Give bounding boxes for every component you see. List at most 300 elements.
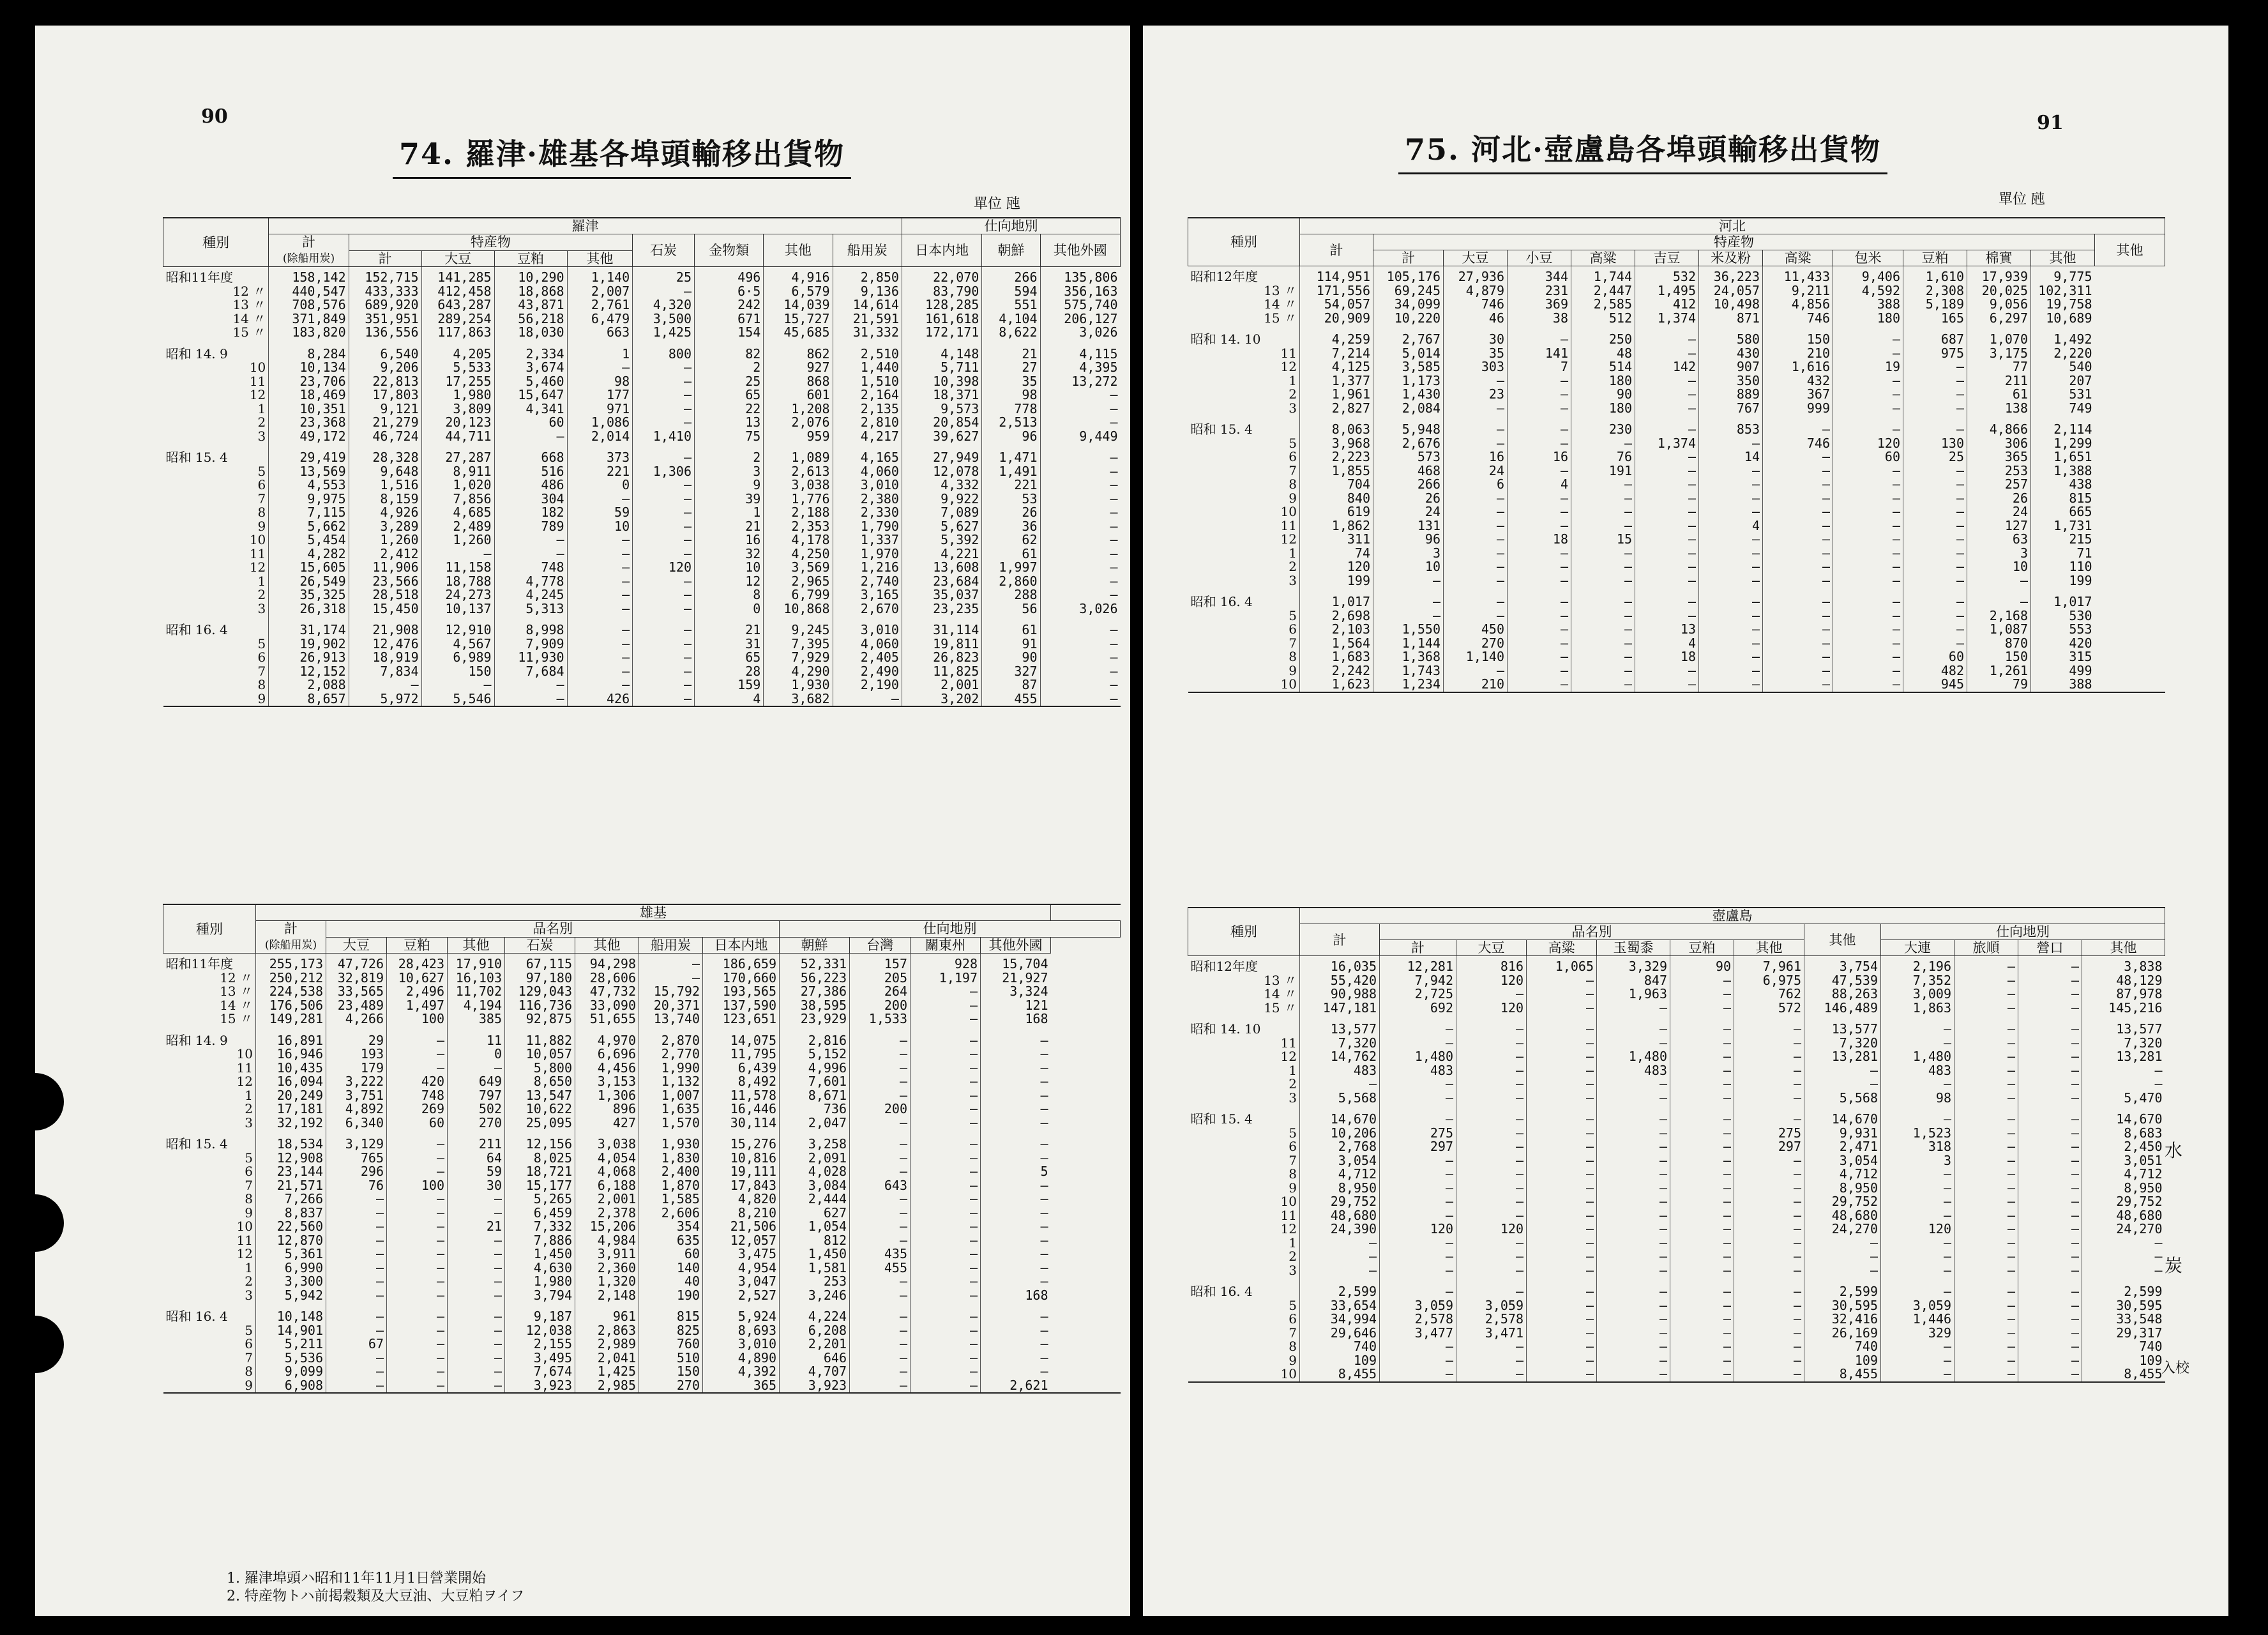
- table-cell: —: [1804, 1264, 1881, 1278]
- table-cell: 2,334: [494, 340, 567, 361]
- table-cell: 18,534: [256, 1130, 326, 1152]
- table-cell: —: [1699, 678, 1763, 692]
- header-toku-sonota-4: 其他: [1734, 940, 1804, 956]
- table-cell: 3,289: [349, 520, 421, 534]
- row-label: 8: [1289, 650, 1297, 664]
- table-cell: 356,163: [1040, 285, 1121, 299]
- table-cell: —: [1734, 1236, 1804, 1251]
- table-cell: —: [448, 1261, 505, 1275]
- table-cell: 8,837: [256, 1206, 326, 1221]
- table-cell: 158,142: [269, 267, 349, 285]
- table-cell: 17,843: [703, 1179, 780, 1193]
- table-cell: —: [1734, 1167, 1804, 1182]
- table-cell: 7,834: [349, 665, 421, 679]
- table-cell: 4,320: [633, 298, 695, 312]
- table-cell: 907: [1699, 360, 1763, 374]
- table-row: [1188, 284, 2165, 298]
- table-cell: 91: [982, 637, 1040, 651]
- table-row: [1188, 347, 2165, 361]
- table-cell: 5,460: [494, 375, 567, 389]
- row-label: 8: [1289, 1340, 1297, 1354]
- table-cell: 8,911: [421, 465, 494, 479]
- table-title-75: 75. 河北·壺盧島各埠頭輸移出貨物: [1398, 126, 1887, 174]
- table-row: [163, 465, 1121, 479]
- table-row: [1188, 650, 2165, 664]
- table-cell: —: [1635, 402, 1699, 416]
- table-cell: 10,057: [505, 1047, 575, 1061]
- table-cell: —: [494, 533, 567, 547]
- table-cell: —: [1699, 637, 1763, 651]
- table-cell: 14,670: [2082, 1105, 2165, 1127]
- table-cell: 32,416: [1804, 1312, 1881, 1327]
- table-cell: 2,599: [2082, 1277, 2165, 1299]
- table-cell: —: [1373, 574, 1444, 588]
- table-cell: 150: [1763, 325, 1833, 347]
- table-cell: 1,197: [911, 971, 981, 985]
- table-cell: —: [1597, 1340, 1670, 1354]
- table-cell: 31: [695, 637, 764, 651]
- table-cell: 109: [1804, 1354, 1881, 1368]
- table-cell: 580: [1699, 325, 1763, 347]
- table-row: [1188, 519, 2165, 533]
- table-cell: 2,201: [780, 1337, 850, 1351]
- table-cell: 21: [448, 1220, 505, 1234]
- table-cell: 120: [1456, 1001, 1527, 1015]
- table-cell: 3,911: [575, 1247, 639, 1261]
- table-cell: 3,754: [1804, 956, 1881, 974]
- table-cell: —: [1734, 1277, 1804, 1299]
- table-cell: 61: [982, 547, 1040, 561]
- table-cell: 8,693: [703, 1324, 780, 1338]
- table-cell: 532: [1635, 266, 1699, 284]
- table-cell: —: [1456, 1105, 1527, 1127]
- table-cell: —: [1954, 1299, 2018, 1313]
- table-cell: —: [1670, 1250, 1734, 1264]
- table-cell: —: [1903, 588, 1967, 609]
- table-cell: 11,158: [421, 561, 494, 575]
- header-kei-2: [256, 921, 326, 954]
- table-cell: —: [1670, 1140, 1734, 1154]
- table-cell: 6,989: [421, 651, 494, 665]
- table-cell: 26,913: [269, 651, 349, 665]
- right-page: [1143, 26, 2228, 1616]
- table-cell: 14,075: [703, 1026, 780, 1048]
- table-cell: —: [1456, 1277, 1527, 1299]
- row-label: 12: [1280, 1222, 1297, 1236]
- table-cell: —: [1597, 1367, 1670, 1382]
- table-cell: —: [1734, 1327, 1804, 1341]
- table-cell: —: [1734, 1354, 1804, 1368]
- header-sekitan-2: 石炭: [505, 937, 575, 954]
- row-label: 7: [1289, 636, 1297, 650]
- header-shimuke-2: 仕向地別: [780, 921, 1121, 938]
- table-row: [1188, 533, 2165, 547]
- table-cell: —: [448, 1351, 505, 1365]
- row-label: 8: [257, 678, 266, 692]
- table-cell: —: [1508, 325, 1571, 347]
- table-cell: —: [1456, 1264, 1527, 1278]
- table-cell: —: [1571, 478, 1635, 492]
- table-cell: —: [1456, 1236, 1527, 1251]
- table-cell: —: [850, 1302, 911, 1324]
- table-cell: —: [1903, 637, 1967, 651]
- table-cell: —: [2082, 1064, 2165, 1078]
- table-cell: 8,063: [1300, 415, 1373, 437]
- table-cell: —: [326, 1261, 387, 1275]
- table-cell: 5,568: [1804, 1091, 1881, 1106]
- table-cell: 871: [1699, 312, 1763, 326]
- table-cell: 1,990: [639, 1061, 703, 1076]
- table-cell: 2,527: [703, 1289, 780, 1303]
- table-cell: 9,121: [349, 402, 421, 416]
- table-cell: 28,328: [349, 443, 421, 465]
- unit-label-left: 單位 瓲: [974, 196, 1020, 212]
- table-cell: 200: [850, 1102, 911, 1116]
- table-cell: 270: [448, 1116, 505, 1130]
- table-cell: —: [1300, 1236, 1380, 1251]
- table-row: [1188, 1340, 2165, 1354]
- table-cell: —: [981, 1220, 1051, 1234]
- table-cell: —: [981, 1206, 1051, 1221]
- table-cell: 4,259: [1300, 325, 1373, 347]
- table-cell: 327: [982, 665, 1040, 679]
- table-cell: 2,360: [575, 1261, 639, 1275]
- table-cell: —: [1903, 402, 1967, 416]
- table-cell: 1,963: [1597, 987, 1670, 1001]
- table-cell: —: [1670, 1299, 1734, 1313]
- table-cell: 7,266: [256, 1192, 326, 1206]
- table-cell: 4,060: [833, 637, 902, 651]
- header-senyotan-2: 船用炭: [639, 937, 703, 954]
- table-cell: 7,214: [1300, 347, 1373, 361]
- table-cell: —: [981, 1089, 1051, 1103]
- table-cell: —: [1527, 1250, 1597, 1264]
- table-cell: 7,352: [1881, 974, 1954, 988]
- table-row: [163, 1026, 1121, 1048]
- table-cell: —: [1833, 664, 1903, 678]
- table-cell: 105,176: [1373, 266, 1444, 284]
- table-cell: 33,090: [575, 999, 639, 1013]
- table-cell: 168: [981, 1012, 1051, 1026]
- table-cell: 152,715: [349, 267, 421, 285]
- table-cell: 3,010: [703, 1337, 780, 1351]
- table-cell: 1: [567, 340, 633, 361]
- table-cell: —: [639, 954, 703, 971]
- table-cell: 2,007: [567, 285, 633, 299]
- table-cell: 3,838: [2082, 956, 2165, 974]
- table-cell: 2,444: [780, 1192, 850, 1206]
- table-cell: 13,577: [2082, 1015, 2165, 1037]
- table-cell: —: [1833, 347, 1903, 361]
- table-cell: 31,332: [833, 326, 902, 340]
- table-cell: 643: [850, 1179, 911, 1193]
- table-cell: 1,744: [1571, 266, 1635, 284]
- table-cell: 1,140: [1444, 650, 1508, 664]
- table-cell: 663: [567, 326, 633, 340]
- table-cell: 671: [695, 312, 764, 326]
- table-cell: —: [981, 1192, 1051, 1206]
- table-cell: —: [2018, 1015, 2082, 1037]
- table-cell: 432: [1763, 374, 1833, 388]
- table-row: [163, 1302, 1121, 1324]
- table-cell: 3,329: [1597, 956, 1670, 974]
- table-cell: —: [448, 1289, 505, 1303]
- table-cell: 778: [982, 402, 1040, 416]
- table-cell: 6,799: [764, 588, 833, 602]
- table-row: [163, 651, 1121, 665]
- table-cell: 2,965: [764, 575, 833, 589]
- table-cell: —: [1040, 478, 1121, 492]
- table-cell: —: [633, 361, 695, 375]
- table-cell: —: [1508, 547, 1571, 561]
- table-cell: —: [1670, 1050, 1734, 1064]
- table-cell: 2,578: [1456, 1312, 1527, 1327]
- table-cell: 135,806: [1040, 267, 1121, 285]
- table-cell: —: [448, 1234, 505, 1248]
- row-label: 9: [257, 692, 266, 706]
- table-cell: —: [387, 1351, 448, 1365]
- table-cell: 740: [2082, 1340, 2165, 1354]
- table-cell: 2,606: [639, 1206, 703, 1221]
- table-cell: —: [1804, 1236, 1881, 1251]
- table-cell: —: [387, 1261, 448, 1275]
- table-cell: 28,423: [387, 954, 448, 971]
- table-cell: —: [1444, 519, 1508, 533]
- table-cell: 5,546: [421, 692, 494, 707]
- table-cell: 21,591: [833, 312, 902, 326]
- table-cell: 1,683: [1300, 650, 1373, 664]
- table-cell: —: [494, 678, 567, 692]
- table-cell: 165: [1903, 312, 1967, 326]
- row-label: 11: [1280, 346, 1297, 360]
- table-cell: 8,657: [269, 692, 349, 707]
- table-cell: 945: [1903, 678, 1967, 692]
- table-cell: 1,471: [982, 443, 1040, 465]
- table-cell: —: [1456, 1167, 1527, 1182]
- table-cell: 1,930: [764, 678, 833, 692]
- table-cell: —: [911, 1075, 981, 1089]
- row-label: 1: [245, 1088, 253, 1102]
- table-cell: 540: [2031, 360, 2095, 374]
- table-cell: —: [1508, 588, 1571, 609]
- table-cell: —: [1508, 492, 1571, 506]
- table-cell: 250: [1571, 325, 1635, 347]
- table-row: [163, 1351, 1121, 1365]
- table-cell: —: [1833, 678, 1903, 692]
- table-cell: 385: [448, 1012, 505, 1026]
- table-cell: 870: [1967, 637, 2031, 651]
- table-cell: —: [1670, 1354, 1734, 1368]
- header-sekitan: 石炭: [633, 234, 695, 267]
- table-cell: 32: [695, 547, 764, 561]
- table-row: [1188, 312, 2165, 326]
- table-cell: 7,684: [494, 665, 567, 679]
- table-cell: —: [1734, 1250, 1804, 1264]
- table-cell: 17,939: [1967, 266, 2031, 284]
- table-cell: 2,496: [387, 985, 448, 999]
- table-cell: 1,523: [1881, 1127, 1954, 1141]
- table-cell: 551: [982, 298, 1040, 312]
- table-cell: 141: [1508, 347, 1571, 361]
- table-cell: 2,599: [1300, 1277, 1380, 1299]
- table-cell: —: [567, 561, 633, 575]
- table-cell: 975: [1903, 347, 1967, 361]
- row-label: 昭和12年度: [1190, 269, 1258, 284]
- table-cell: 14,762: [1300, 1050, 1380, 1064]
- table-cell: —: [1954, 1327, 2018, 1341]
- table-cell: 7,961: [1734, 956, 1804, 974]
- table-row: [1188, 437, 2165, 451]
- table-cell: —: [567, 575, 633, 589]
- table-cell: —: [1597, 1312, 1670, 1327]
- table-cell: 13,281: [1804, 1050, 1881, 1064]
- table-cell: 18,721: [505, 1165, 575, 1179]
- table-row: [163, 602, 1121, 616]
- row-label: 5: [1289, 609, 1297, 623]
- table-cell: 56: [982, 602, 1040, 616]
- table-cell: 635: [639, 1234, 703, 1248]
- table-cell: —: [1903, 574, 1967, 588]
- table-cell: 48,680: [1804, 1209, 1881, 1223]
- header-kei-3: 計: [1300, 234, 1373, 266]
- table-cell: —: [567, 602, 633, 616]
- table-cell: 270: [1444, 637, 1508, 651]
- row-label: 昭和 14. 9: [165, 1032, 228, 1047]
- table-cell: 896: [575, 1102, 639, 1116]
- table-cell: 24,273: [421, 588, 494, 602]
- table-cell: 10,351: [269, 402, 349, 416]
- table-cell: 242: [695, 298, 764, 312]
- table-cell: —: [911, 1130, 981, 1152]
- table-cell: 20,249: [256, 1089, 326, 1103]
- table-cell: 26: [1373, 492, 1444, 506]
- row-label: 13 〃: [220, 985, 253, 999]
- table-cell: 5,800: [505, 1061, 575, 1076]
- table-cell: 29,752: [2082, 1195, 2165, 1209]
- table-cell: 303: [1444, 360, 1508, 374]
- table-cell: 12,281: [1380, 956, 1456, 974]
- table-cell: —: [2018, 1105, 2082, 1127]
- table-cell: 43,871: [494, 298, 567, 312]
- table-cell: 4,553: [269, 478, 349, 492]
- table-cell: 154: [695, 326, 764, 340]
- table-cell: 0: [695, 602, 764, 616]
- table-cell: —: [1881, 1077, 1954, 1091]
- table-cell: 6: [1444, 478, 1508, 492]
- table-cell: —: [850, 1324, 911, 1338]
- table-cell: 16,891: [256, 1026, 326, 1048]
- row-label: 7: [245, 1178, 253, 1192]
- table-cell: —: [1571, 664, 1635, 678]
- row-label: 15 〃: [1264, 311, 1297, 325]
- table-cell: 2,578: [1380, 1312, 1456, 1327]
- table-cell: 9,648: [349, 465, 421, 479]
- table-cell: —: [1444, 533, 1508, 547]
- table-cell: —: [1763, 533, 1833, 547]
- table-cell: 2,447: [1571, 284, 1635, 298]
- table-cell: 275: [1734, 1127, 1804, 1141]
- header-koryo-3: 高粱: [1571, 250, 1635, 266]
- table-cell: 8,671: [780, 1089, 850, 1103]
- table-cell: 109: [1300, 1354, 1380, 1368]
- table-cell: —: [1040, 533, 1121, 547]
- table-cell: —: [326, 1324, 387, 1338]
- table-cell: 211: [1967, 374, 2031, 388]
- table-cell: —: [1699, 588, 1763, 609]
- table-cell: 13: [695, 416, 764, 430]
- table-cell: 138: [1967, 402, 2031, 416]
- table-cell: 1,731: [2031, 519, 2095, 533]
- table-cell: 748: [494, 561, 567, 575]
- table-cell: 3,026: [1040, 326, 1121, 340]
- table-cell: —: [1380, 1250, 1456, 1264]
- table-cell: 1,299: [2031, 437, 2095, 451]
- table-cell: —: [981, 1247, 1051, 1261]
- table-cell: 199: [1300, 574, 1373, 588]
- table-cell: 692: [1380, 1001, 1456, 1015]
- table-cell: —: [387, 1165, 448, 1179]
- table-cell: —: [1527, 1367, 1597, 1382]
- table-cell: —: [1508, 415, 1571, 437]
- table-cell: 75: [695, 430, 764, 444]
- table-cell: —: [1527, 1001, 1597, 1015]
- table-cell: 4,028: [780, 1165, 850, 1179]
- table-cell: —: [567, 678, 633, 692]
- table-cell: 90: [1571, 388, 1635, 402]
- table-cell: 3,059: [1456, 1299, 1527, 1313]
- table-cell: 2,164: [833, 388, 902, 402]
- table-cell: —: [567, 361, 633, 375]
- table-row: [163, 575, 1121, 589]
- table-cell: 264: [850, 985, 911, 999]
- table-cell: —: [850, 1130, 911, 1152]
- table-cell: —: [1903, 374, 1967, 388]
- table-cell: —: [1508, 678, 1571, 692]
- table-cell: 354: [639, 1220, 703, 1234]
- table-cell: 999: [1763, 402, 1833, 416]
- table-cell: 3,968: [1300, 437, 1373, 451]
- table-cell: 15,792: [639, 985, 703, 999]
- table-cell: —: [387, 1275, 448, 1289]
- row-label: 昭和11年度: [165, 956, 233, 971]
- table-cell: 255,173: [256, 954, 326, 971]
- table-cell: 5,536: [256, 1351, 326, 1365]
- table-cell: —: [1444, 415, 1508, 437]
- header-chosen: 朝鮮: [982, 234, 1040, 267]
- table-cell: 1,216: [833, 561, 902, 575]
- table-cell: 74: [1300, 547, 1373, 561]
- header-shubetsu-2: 種別: [163, 904, 256, 954]
- header-toku-kei: 計: [349, 250, 421, 267]
- table-cell: 142: [1635, 360, 1699, 374]
- table-cell: —: [1040, 637, 1121, 651]
- header-shimuke-4: 仕向地別: [1881, 924, 2165, 940]
- table-cell: 18,469: [269, 388, 349, 402]
- table-cell: 2,613: [764, 465, 833, 479]
- table-cell: 304: [494, 492, 567, 506]
- table-cell: 30: [448, 1179, 505, 1193]
- table-cell: 30: [1444, 325, 1508, 347]
- table-row: [163, 430, 1121, 444]
- table-cell: —: [1635, 450, 1699, 464]
- row-label: 6: [1289, 623, 1297, 637]
- table-cell: —: [911, 1089, 981, 1103]
- table-cell: —: [1734, 1367, 1804, 1382]
- table-row: [1188, 956, 2165, 974]
- table-cell: 20,909: [1300, 312, 1373, 326]
- table-cell: 7,601: [780, 1075, 850, 1089]
- table-cell: —: [1635, 374, 1699, 388]
